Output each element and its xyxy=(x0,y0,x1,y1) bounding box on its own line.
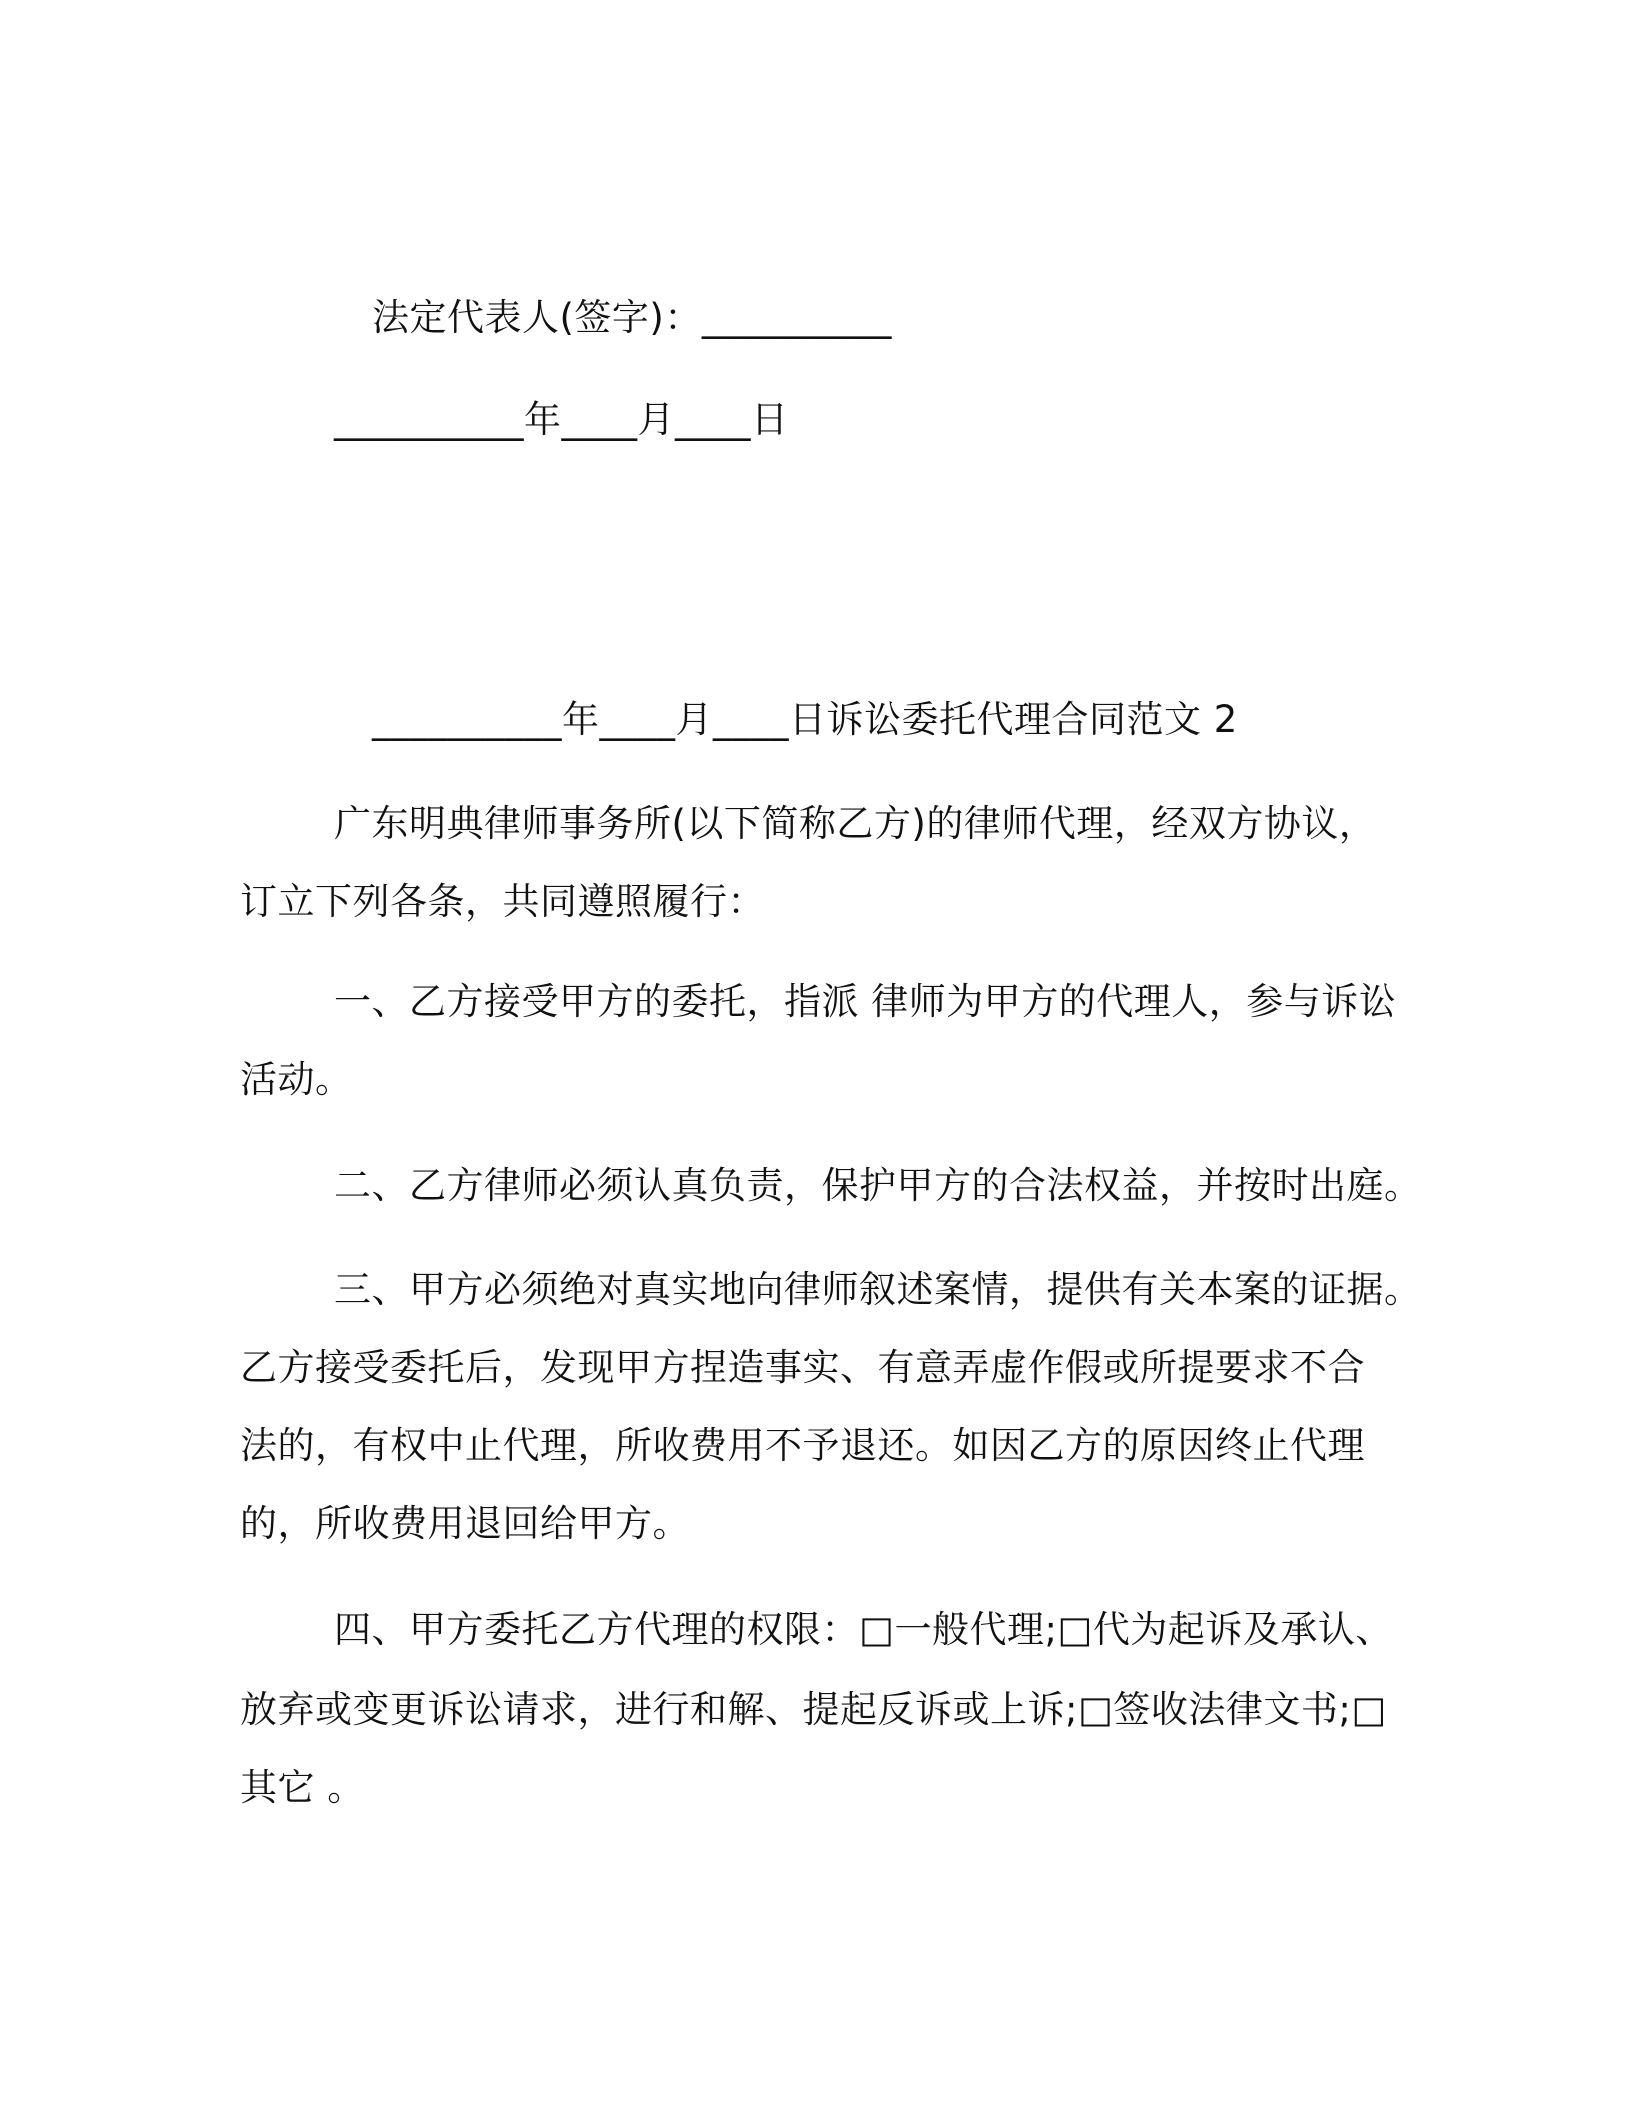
paragraph-intro-line: 订立下列各条，共同遵照履行： xyxy=(240,880,765,923)
clause-4-line: 四、甲方委托乙方代理的权限：□一般代理;□代为起诉及承认、 xyxy=(334,1608,1393,1651)
clause-3-line: 法的，有权中止代理，所收费用不予退还。如因乙方的原因终止代理 xyxy=(240,1424,1365,1467)
clause-1-line: 一、乙方接受甲方的委托，指派 律师为甲方的代理人，参与诉讼 xyxy=(334,980,1397,1023)
contract-title: __________年____月____日诉讼委托代理合同范文 2 xyxy=(372,698,1238,741)
clause-3-line: 三、甲方必须绝对真实地向律师叙述案情，提供有关本案的证据。 xyxy=(334,1268,1422,1311)
signature-line: 法定代表人(签字)：__________ xyxy=(372,296,892,339)
clause-3-line: 乙方接受委托后，发现甲方捏造事实、有意弄虚作假或所提要求不合 xyxy=(240,1346,1365,1389)
clause-4-line: 放弃或变更诉讼请求，进行和解、提起反诉或上诉;□签收法律文书;□ xyxy=(240,1688,1387,1731)
date-line: __________年____月____日 xyxy=(334,398,789,441)
clause-1-line: 活动。 xyxy=(240,1058,353,1101)
paragraph-intro-line: 广东明典律师事务所(以下简称乙方)的律师代理，经双方协议， xyxy=(334,802,1377,845)
clause-3-line: 的，所收费用退回给甲方。 xyxy=(240,1502,690,1545)
clause-4-line: 其它 。 xyxy=(240,1766,365,1809)
clause-2-line: 二、乙方律师必须认真负责，保护甲方的合法权益，并按时出庭。 xyxy=(334,1164,1422,1207)
